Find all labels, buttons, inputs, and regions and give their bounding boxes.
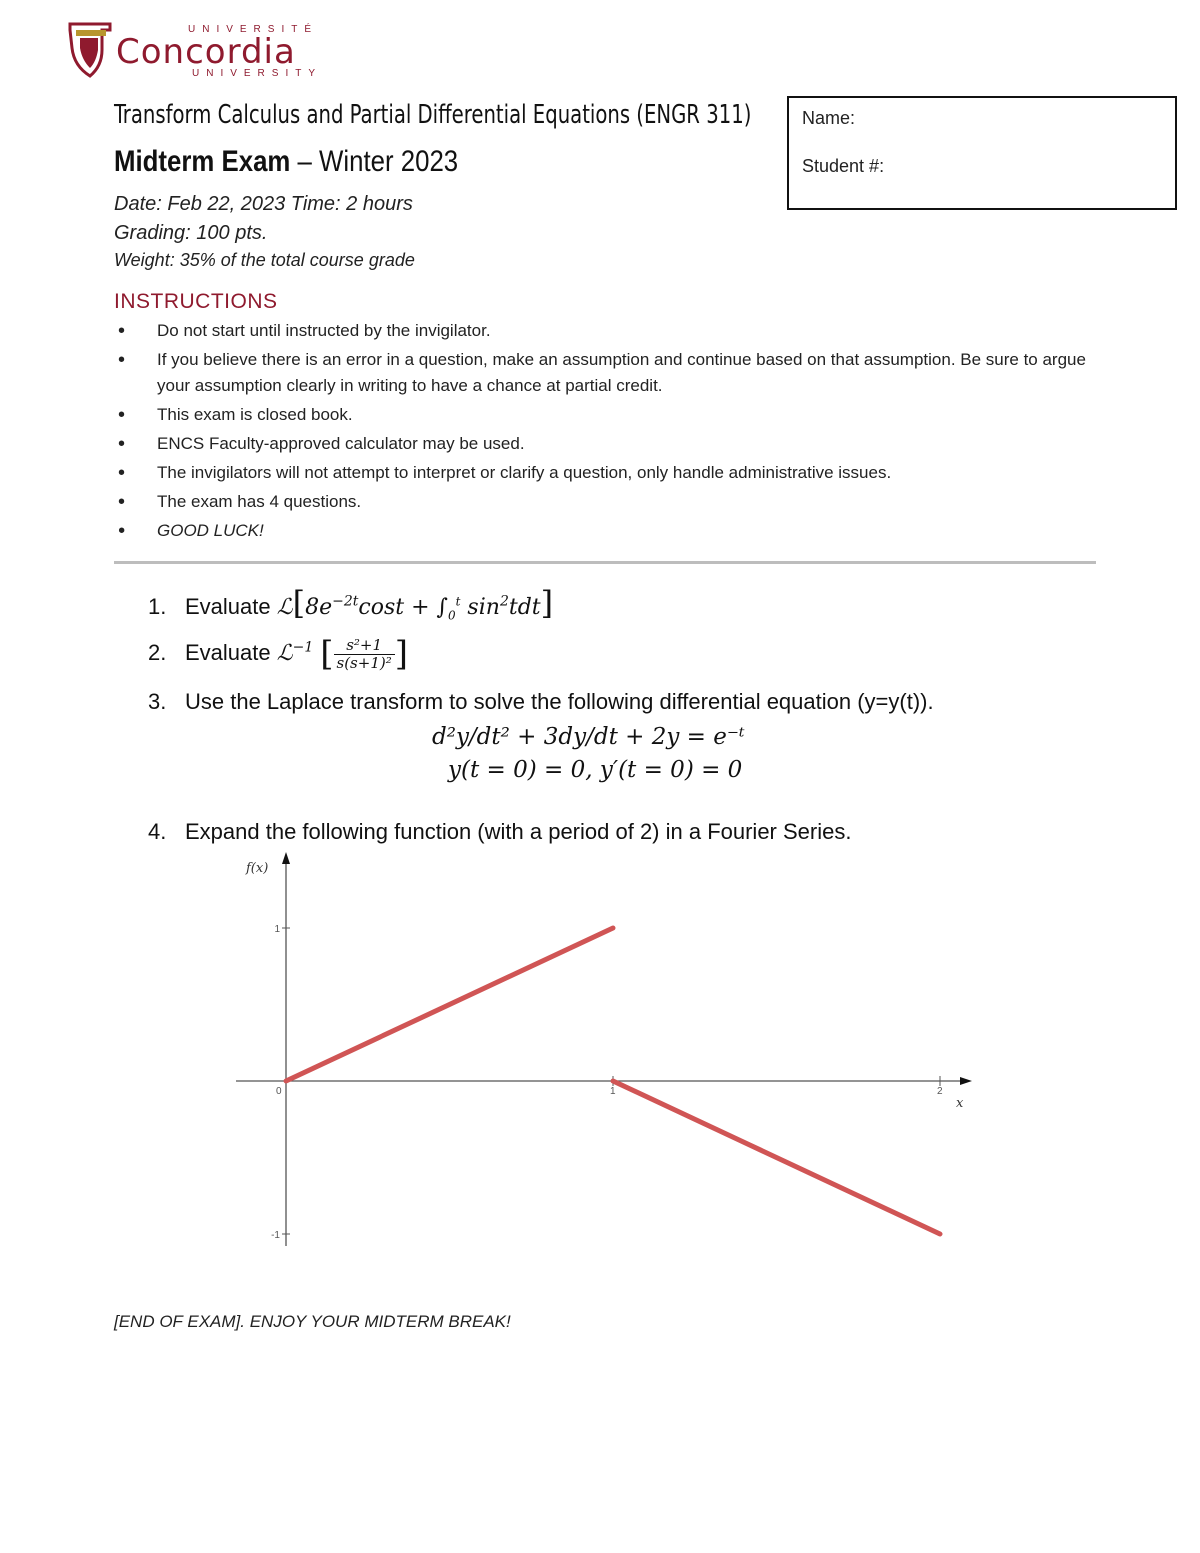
exam-title-bold: Midterm Exam [114,145,291,178]
list-item: • This exam is closed book. [114,402,1094,428]
function-plot [230,848,990,1258]
list-item: • The invigilators will not attempt to interpret or clarify a question, only handle administrative issues. [114,460,1094,486]
y-tick-label: 1 [274,924,280,935]
y-axis-arrow [282,852,290,864]
instructions-heading: INSTRUCTIONS [114,290,278,313]
q2-expression: ℒ$^{-1}$ [ $\frac{\text{s²+1}}{\text{s(s+1)²}}$ ] [276,634,408,674]
list-item: • Do not start until instructed by the invigilator. [114,318,1094,344]
function-segment-2 [613,1081,940,1234]
question-1 [148,584,553,622]
question-2 [148,634,408,674]
end-of-exam-note: [END OF EXAM]. ENJOY YOUR MIDTERM BREAK! [114,1312,511,1331]
exam-grading: Grading: 100 pts. [114,222,268,244]
x-tick-label: 2 [937,1086,943,1097]
x-tick-label: 0 [276,1086,282,1097]
section-divider [114,561,1096,564]
question-number: 1. [148,594,167,619]
student-number-label: Student #: [802,156,885,176]
q1-expression: $ℒ[8e^{-2t}\cos t + \int_0^t$ $\sin^2tdt$] [276,584,554,623]
instructions-list [114,318,1094,547]
exam-title [114,145,458,179]
y-tick-label: -1 [271,1230,280,1241]
q3-equation: d²y/dt² + 3dy/dt + 2y = e⁻ᵗ [432,724,745,750]
list-item: • If you believe there is an error in a question, make an assumption and continue based on that assumption. Be sure to argue your assumption clearly in writing to have a chance at partial credit. [114,347,1094,399]
question-text: Use the Laplace transform to solve the following differential equation (y=y(t)). [185,689,934,714]
exam-weight: Weight: 35% of the total course grade [114,250,415,270]
logo-main-word: Concordia [116,32,296,72]
course-title: Transform Calculus and Partial Differential Equations (ENGR 311) [114,100,752,130]
x-tick-label: 1 [610,1086,616,1097]
list-item: • GOOD LUCK! [114,518,1094,544]
logo-bottom-word: UNIVERSITY [192,68,323,79]
exam-title-rest: – Winter 2023 [290,145,459,178]
q3-initial-conditions: y(t = 0) = 0, y′(t = 0) = 0 [448,757,743,783]
logo-top-word: UNIVERSITÉ [188,24,319,35]
name-label: Name: [802,108,856,128]
question-text: Expand the following function (with a period of 2) in a Fourier Series. [185,819,852,844]
function-segment-1 [286,928,613,1081]
question-text: Evaluate [185,594,277,619]
question-text: Evaluate [185,640,277,665]
concordia-logo [68,20,328,80]
x-axis-arrow [960,1077,972,1085]
list-item: • The exam has 4 questions. [114,489,1094,515]
name-box [787,96,1177,210]
x-axis-label: x [956,1096,964,1111]
question-number: 4. [148,819,167,844]
y-axis-label: f(x) [246,861,269,876]
question-number: 3. [148,689,167,714]
exam-date: Date: Feb 22, 2023 Time: 2 hours [114,193,413,215]
question-number: 2. [148,640,167,665]
concordia-shield-icon [68,20,112,78]
list-item: • ENCS Faculty-approved calculator may be used. [114,431,1094,457]
question-4 [148,819,851,845]
question-3 [148,689,934,715]
